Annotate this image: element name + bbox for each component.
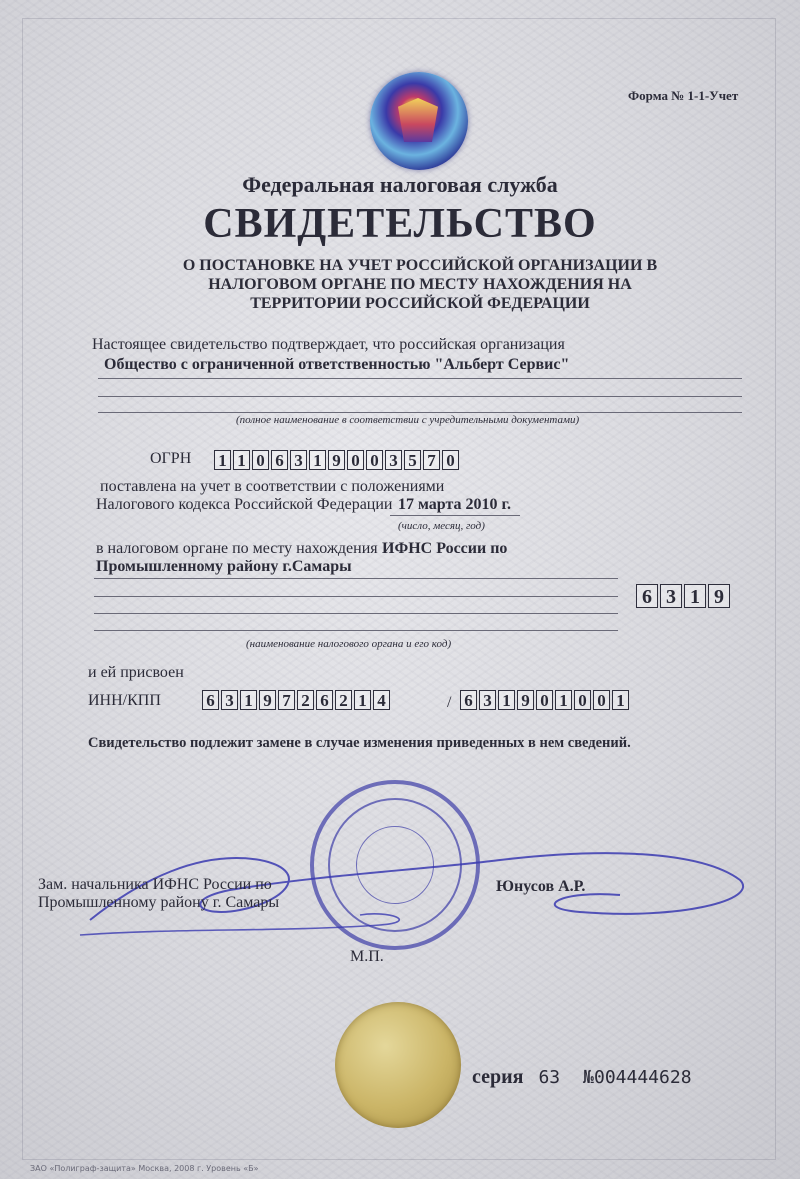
service-name: Федеральная налоговая служба <box>242 172 558 197</box>
org-line-3 <box>98 412 742 413</box>
tax-office-caption: (наименование налогового органа и его код) <box>246 638 452 650</box>
digit-cell: 4 <box>373 690 390 710</box>
tax-office-name-2: Промышленному району г.Самары <box>96 558 352 575</box>
digit-cell: 1 <box>233 450 250 470</box>
digit-cell: 1 <box>354 690 371 710</box>
digit-cell: 2 <box>297 690 314 710</box>
digit-cell: 1 <box>555 690 572 710</box>
printer-line: ЗАО «Полиграф-защита» Москва, 2008 г. Уровень «Б» <box>30 1164 259 1173</box>
digit-cell: 1 <box>214 450 231 470</box>
inn-kpp-label: ИНН/КПП <box>88 692 161 709</box>
series-number <box>472 1066 692 1089</box>
digit-cell: 0 <box>442 450 459 470</box>
digit-cell: 6 <box>636 584 658 608</box>
signer-position-2: Промышленному району г. Самары <box>38 894 280 911</box>
digit-cell: 1 <box>684 584 706 608</box>
org-line-1 <box>98 378 742 379</box>
digit-cell: 7 <box>278 690 295 710</box>
digit-cell: 2 <box>335 690 352 710</box>
document-title: СВИДЕТЕЛЬСТВО <box>203 201 597 247</box>
form-number: Форма № 1-1-Учет <box>628 88 739 103</box>
tax-office-code-cells <box>636 584 732 608</box>
ogrn-label: ОГРН <box>150 450 192 467</box>
digit-cell: 0 <box>366 450 383 470</box>
assigned-text: и ей присвоен <box>88 664 184 681</box>
stamp-place: М.П. <box>350 948 384 965</box>
registration-date: 17 марта 2010 г. <box>398 496 511 513</box>
digit-cell: 3 <box>479 690 496 710</box>
digit-cell: 6 <box>316 690 333 710</box>
digit-cell: 6 <box>271 450 288 470</box>
hologram-eagle-icon <box>398 98 438 142</box>
inn-kpp-slash: / <box>447 694 452 711</box>
office-line-3 <box>94 613 618 614</box>
number-value: №004444628 <box>583 1067 692 1088</box>
digit-cell: 0 <box>574 690 591 710</box>
tax-office-label: в налоговом органе по месту нахождения <box>96 540 378 557</box>
tax-office-name-1: ИФНС России по <box>382 540 508 557</box>
inn-cells <box>202 690 392 710</box>
kpp-cells <box>460 690 631 710</box>
digit-cell: 0 <box>593 690 610 710</box>
org-caption: (полное наименование в соответствии с учредительными документами) <box>236 414 580 426</box>
digit-cell: 3 <box>385 450 402 470</box>
document-subtitle: О ПОСТАНОВКЕ НА УЧЕТ РОССИЙСКОЙ ОРГАНИЗАЦИИ В НАЛОГОВОМ ОРГАНЕ ПО МЕСТУ НАХОЖДЕНИЯ НА ТЕРРИТОРИИ РОССИЙСКОЙ ФЕДЕРАЦИИ <box>182 257 658 312</box>
date-caption: (число, месяц, год) <box>398 520 485 532</box>
digit-cell: 1 <box>612 690 629 710</box>
hologram-emblem <box>370 72 468 170</box>
digit-cell: 5 <box>404 450 421 470</box>
digit-cell: 0 <box>252 450 269 470</box>
replacement-note: Свидетельство подлежит замене в случае изменения приведенных в нем сведений. <box>88 735 631 751</box>
digit-cell: 9 <box>708 584 730 608</box>
digit-cell: 1 <box>309 450 326 470</box>
office-line-1 <box>94 578 618 579</box>
digit-cell: 1 <box>240 690 257 710</box>
digit-cell: 9 <box>517 690 534 710</box>
registered-text-2: Налогового кодекса Российской Федерации <box>96 496 393 513</box>
ogrn-cells <box>214 450 461 470</box>
digit-cell: 3 <box>221 690 238 710</box>
date-line <box>390 515 520 516</box>
registered-text-1: поставлена на учет в соответствии с положениями <box>100 478 445 495</box>
digit-cell: 6 <box>460 690 477 710</box>
digit-cell: 0 <box>347 450 364 470</box>
office-line-2 <box>94 596 618 597</box>
digit-cell: 6 <box>202 690 219 710</box>
signer-position-1: Зам. начальника ИФНС России по <box>38 876 272 893</box>
intro-text: Настоящее свидетельство подтверждает, что российская организация <box>92 336 565 353</box>
office-line-4 <box>94 630 618 631</box>
series-value: 63 <box>538 1067 561 1088</box>
digit-cell: 3 <box>290 450 307 470</box>
organization-name: Общество с ограниченной ответственностью "Альберт Сервис" <box>104 356 570 373</box>
digit-cell: 0 <box>536 690 553 710</box>
gold-seal <box>335 1002 461 1128</box>
digit-cell: 7 <box>423 450 440 470</box>
org-line-2 <box>98 396 742 397</box>
digit-cell: 9 <box>259 690 276 710</box>
digit-cell: 1 <box>498 690 515 710</box>
signer-name: Юнусов А.Р. <box>496 878 586 895</box>
series-label: серия <box>472 1066 524 1088</box>
digit-cell: 3 <box>660 584 682 608</box>
digit-cell: 9 <box>328 450 345 470</box>
